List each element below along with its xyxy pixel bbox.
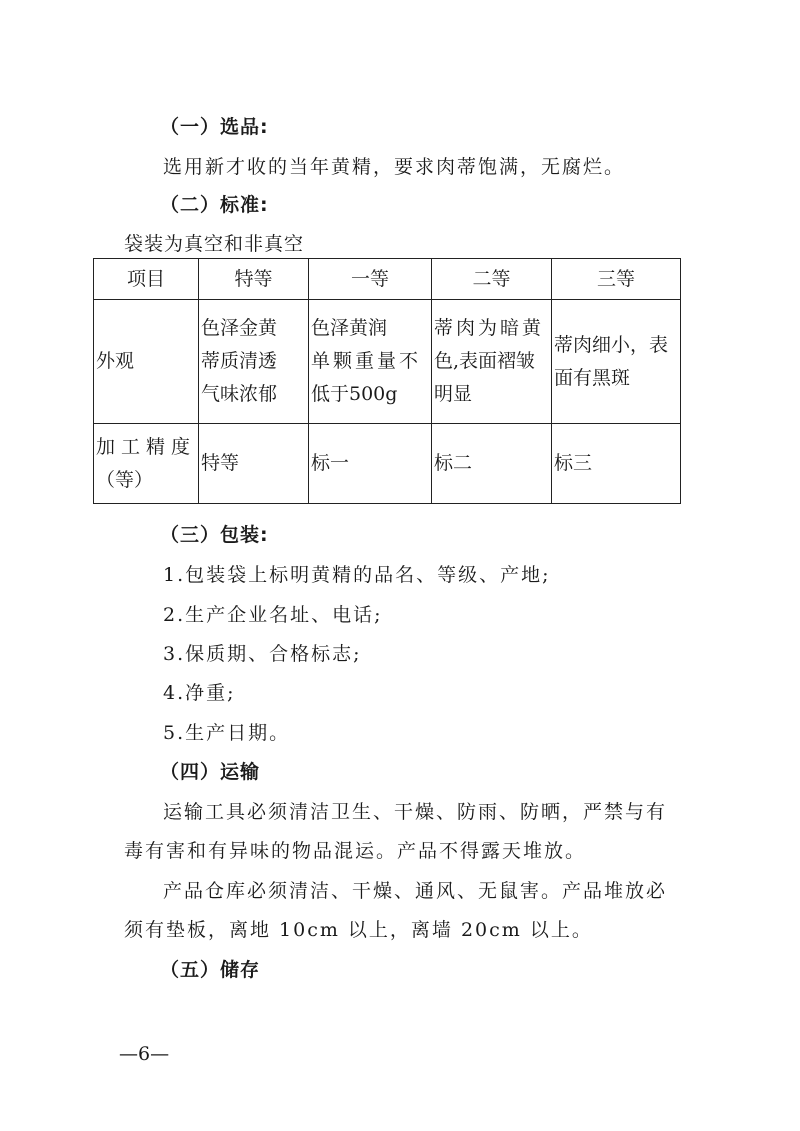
transport-paragraph-1-line-2: 毒有害和有异味的物品混运。产品不得露天堆放。 xyxy=(124,840,587,862)
packaging-item-1: 1.包装袋上标明黄精的品名、等级、产地; xyxy=(163,564,551,586)
processing-third: 标三 xyxy=(552,424,681,504)
header-first: 一等 xyxy=(309,259,432,300)
cell-line: 单颗重量不 xyxy=(311,350,422,372)
section-2-title: （二）标准: xyxy=(160,194,269,216)
processing-premium: 特等 xyxy=(199,424,309,504)
appearance-first xyxy=(309,300,432,424)
cell-line: 色,表面褶皱 xyxy=(434,350,536,372)
packaging-item-2: 2.生产企业名址、电话; xyxy=(163,604,383,626)
row-label-appearance: 外观 xyxy=(94,300,199,424)
page-number: —6— xyxy=(119,1043,170,1065)
cell-line: 色泽黄润 xyxy=(311,317,388,339)
cell-line: （等） xyxy=(96,468,154,491)
cell-line: 低于500g xyxy=(311,383,398,405)
grade-standard-table xyxy=(93,258,681,504)
header-third: 三等 xyxy=(552,259,681,300)
processing-second: 标二 xyxy=(432,424,552,504)
cell-line: 蒂质清透 xyxy=(201,350,278,372)
packaging-item-5: 5.生产日期。 xyxy=(163,722,291,744)
section-1-title: （一）选品: xyxy=(160,116,269,138)
row-label-processing xyxy=(94,424,199,504)
packaging-item-4: 4.净重; xyxy=(163,682,236,704)
cell-line: 色泽金黄 xyxy=(201,317,278,339)
table-header-row xyxy=(94,259,681,300)
table-row-processing xyxy=(94,424,681,504)
section-3-title: （三）包装: xyxy=(160,524,269,546)
cell-line: 蒂肉为暗黄 xyxy=(434,317,545,339)
cell-line: 明显 xyxy=(434,383,473,405)
section-4-title: （四）运输 xyxy=(160,761,261,783)
section-1-text: 选用新才收的当年黄精，要求肉蒂饱满，无腐烂。 xyxy=(163,156,626,178)
processing-first: 标一 xyxy=(309,424,432,504)
table-row-appearance xyxy=(94,300,681,424)
appearance-third xyxy=(552,300,681,424)
cell-line: 蒂肉细小，表 xyxy=(554,333,669,356)
cell-line: 加工精度 xyxy=(96,435,197,458)
cell-line: 气味浓郁 xyxy=(201,383,278,405)
appearance-second xyxy=(432,300,552,424)
header-premium: 特等 xyxy=(199,259,309,300)
cell-line: 面有黑斑 xyxy=(554,366,631,389)
transport-paragraph-2-line-1: 产品仓库必须清洁、干燥、通风、无鼠害。产品堆放必 xyxy=(163,880,668,902)
transport-paragraph-2-line-2: 须有垫板，离地 10cm 以上，离墙 20cm 以上。 xyxy=(124,919,593,941)
transport-paragraph-1-line-1: 运输工具必须清洁卫生、干燥、防雨、防晒，严禁与有 xyxy=(163,801,668,823)
header-second: 二等 xyxy=(432,259,552,300)
section-5-title: （五）储存 xyxy=(160,959,261,981)
appearance-premium xyxy=(199,300,309,424)
section-2-note: 袋装为真空和非真空 xyxy=(124,233,305,255)
header-item: 项目 xyxy=(94,259,199,300)
packaging-item-3: 3.保质期、合格标志; xyxy=(163,643,362,665)
